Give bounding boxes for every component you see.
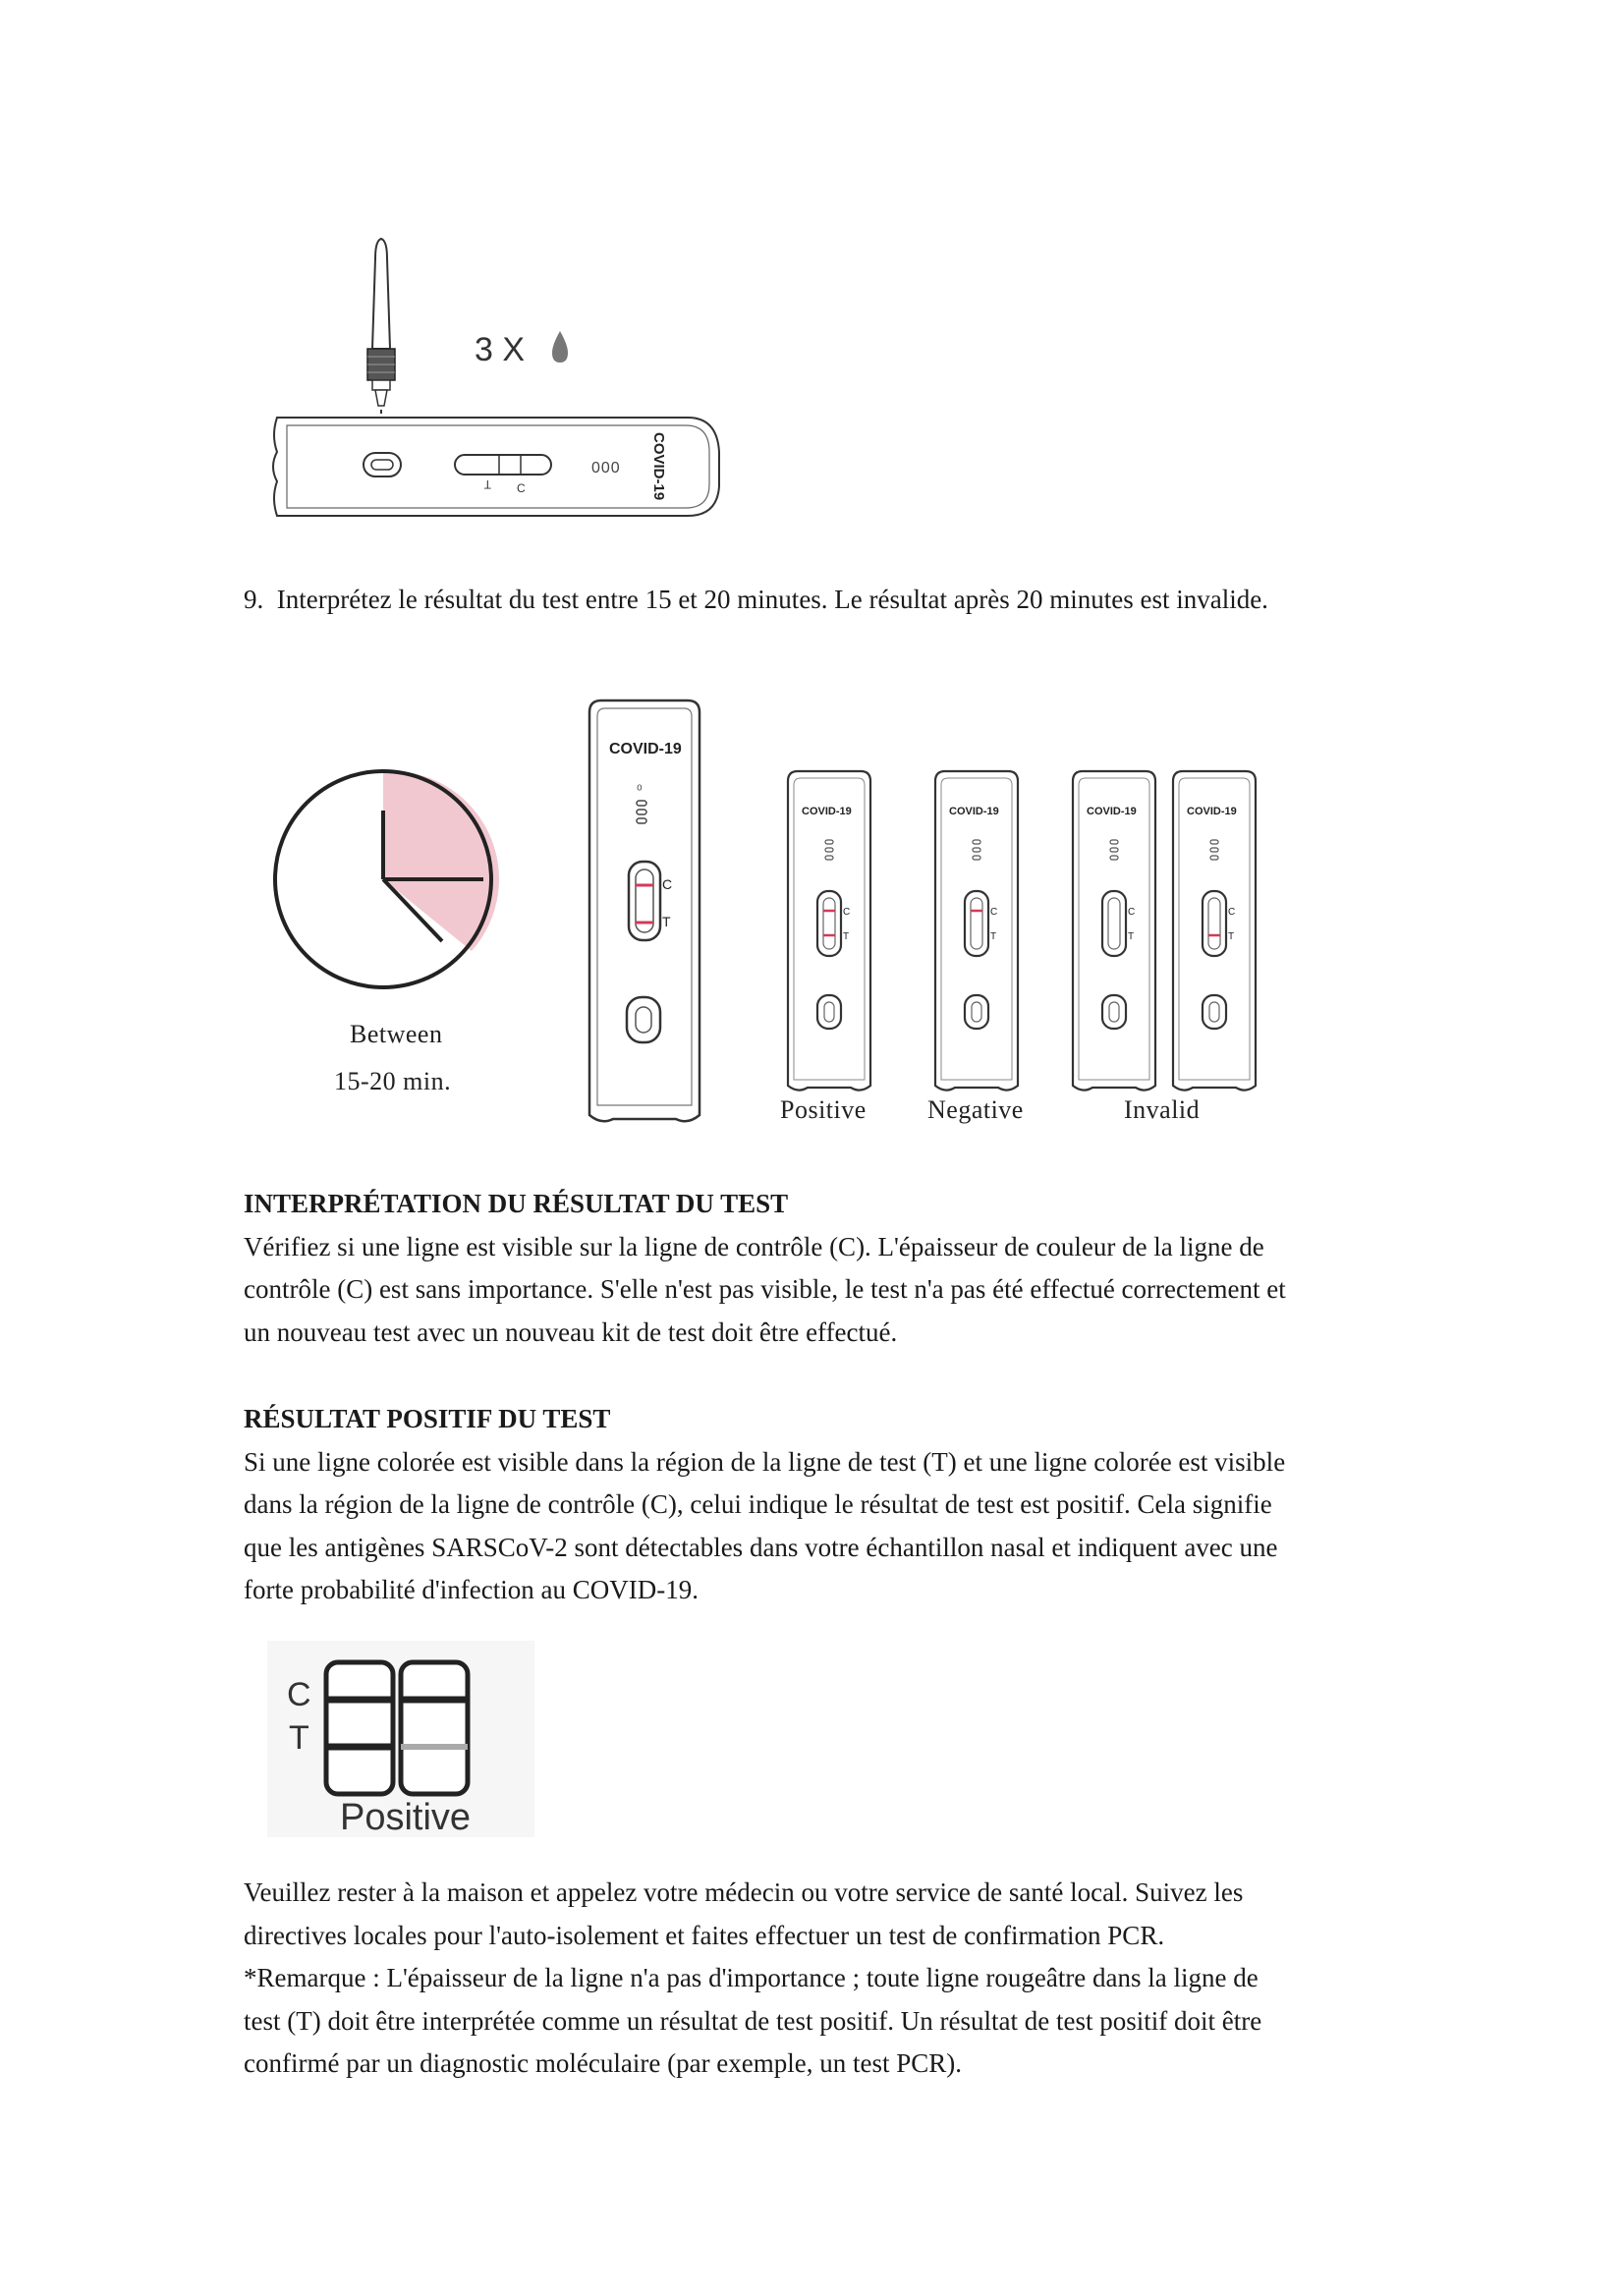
large-cassette-brand: COVID-19 (609, 741, 682, 757)
cassette-wells: 000 (591, 460, 621, 476)
text-line: Si une ligne colorée est visible dans la région de la ligne de test (T) et une ligne colorée est visible (244, 1446, 1286, 1477)
horizontal-cassette (273, 418, 719, 516)
drops-count-label: 3 X (475, 331, 526, 368)
timer-icon (275, 771, 499, 987)
small-cassette-positive (788, 771, 870, 1091)
text-line: directives locales pour l'auto-isolement et faites effectuer un test de confirmation PCR. (244, 1920, 1165, 1950)
small-cassette-t-label: T (1228, 931, 1235, 942)
cassette-brand: COVID-19 (650, 432, 667, 501)
positive-figure-t-label: T (289, 1719, 309, 1757)
text-line: Veuillez rester à la maison et appelez votre médecin ou votre service de santé local. Suivez les (244, 1877, 1244, 1907)
negative-label: Negative (927, 1095, 1024, 1124)
positive-figure-c-label: C (287, 1676, 311, 1713)
small-cassette-invalid-1 (1073, 771, 1155, 1091)
large-cassette-c-label: C (662, 876, 673, 892)
small-cassette-c-label: C (843, 907, 851, 918)
small-cassette-c-label: C (1128, 907, 1136, 918)
timer-caption-line2: 15-20 min. (334, 1067, 452, 1095)
small-cassette-brand: COVID-19 (949, 806, 999, 817)
advice-paragraph (244, 1872, 1393, 2086)
small-cassette-brand: COVID-19 (802, 806, 852, 817)
small-cassette-brand: COVID-19 (1187, 806, 1237, 817)
text-line: confirmé par un diagnostic moléculaire (par exemple, un test PCR). (244, 2048, 963, 2078)
interpretation-section (244, 1183, 1393, 1354)
timer-caption-line1: Between (350, 1020, 443, 1048)
text-line: *Remarque : L'épaisseur de la ligne n'a pas d'importance ; toute ligne rougeâtre dans la ligne de (244, 1963, 1259, 1992)
text-line: test (T) doit être interprétée comme un résultat de test positif. Un résultat de test positif doit être (244, 2005, 1262, 2036)
small-cassette-c-label: C (1228, 907, 1236, 918)
large-cassette (589, 700, 700, 1121)
small-cassette-t-label: T (843, 931, 850, 942)
small-cassette-negative (935, 771, 1018, 1091)
advice-section (244, 1872, 1393, 2086)
positive-figure-caption: Positive (340, 1797, 472, 1837)
dropper-cassette-illustration (265, 231, 737, 526)
text-line: Vérifiez si une ligne est visible sur la ligne de contrôle (C). L'épaisseur de couleur de la ligne de (244, 1231, 1264, 1261)
positive-label: Positive (780, 1095, 867, 1124)
positive-heading: RÉSULTAT POSITIF DU TEST (244, 1404, 611, 1433)
small-cassette-c-label: C (990, 907, 998, 918)
step-text: Interprétez le résultat du test entre 15 et 20 minutes. Le résultat après 20 minutes est invalide. (276, 585, 1268, 614)
text-line: dans la région de la ligne de contrôle (C), celui indique le résultat de test est positif. Cela signifie (244, 1489, 1272, 1519)
results-illustration (265, 693, 1277, 1145)
interpretation-paragraph (244, 1226, 1393, 1355)
invalid-label: Invalid (1124, 1095, 1201, 1124)
text-line: que les antigènes SARSCoV-2 sont détectables dans votre échantillon nasal et indiquent avec une (244, 1532, 1278, 1562)
positive-paragraph (244, 1441, 1393, 1612)
step-number: 9. (244, 585, 264, 614)
interpretation-heading: INTERPRÉTATION DU RÉSULTAT DU TEST (244, 1189, 789, 1218)
large-cassette-t-label: T (662, 914, 671, 929)
small-cassette-brand: COVID-19 (1087, 806, 1137, 817)
large-cassette-wells-mark: ⁰ (637, 782, 643, 798)
cassette-t-label: T (483, 477, 491, 491)
drop-icon (552, 331, 568, 363)
text-line: un nouveau test avec un nouveau kit de test doit être effectué. (244, 1316, 898, 1347)
positive-result-figure (267, 1641, 534, 1837)
text-line: forte probabilité d'infection au COVID-19. (244, 1575, 699, 1604)
strip-window-right (401, 1662, 468, 1794)
text-line: contrôle (C) est sans importance. S'elle n'est pas visible, le test n'a pas été effectué correctement et (244, 1274, 1286, 1304)
step-9-instruction (244, 582, 1423, 617)
small-cassette-t-label: T (990, 931, 997, 942)
strip-window-left (326, 1662, 393, 1794)
positive-section (244, 1398, 1393, 1612)
small-cassette-t-label: T (1128, 931, 1135, 942)
dropper-bottle-icon (367, 239, 395, 447)
small-cassette-invalid-2 (1173, 771, 1256, 1091)
cassette-c-label: C (517, 481, 526, 495)
